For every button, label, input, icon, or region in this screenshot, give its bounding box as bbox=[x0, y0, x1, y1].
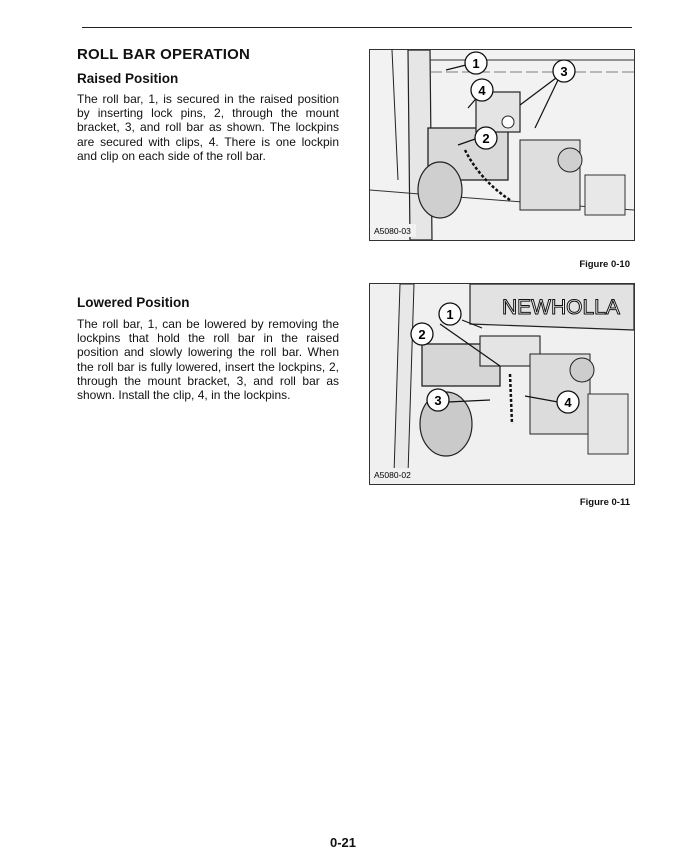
figure-caption: Figure 0-10 bbox=[579, 259, 630, 270]
figure-caption: Figure 0-11 bbox=[579, 497, 630, 508]
callout-4 bbox=[557, 391, 579, 413]
raised-position-text: The roll bar, 1, is secured in the raised position by inserting lock pins, 2, through the mount bracket, 3, and roll bar as shown. The lockpins are secured with clips, 4. There is one lockpin and clip on each side of the roll bar. bbox=[77, 92, 339, 163]
callout-1 bbox=[465, 52, 487, 74]
callout-4 bbox=[471, 79, 493, 101]
header-rule bbox=[82, 27, 632, 28]
lowered-position-text: The roll bar, 1, can be lowered by removing the lockpins that hold the roll bar in the raised position and slowly lowering the roll bar. When the roll bar is fully lowered, insert the lockpins, 2, through the mount bracket, 3, and roll bar as shown. Install the clip, 4, in the lockpins. bbox=[77, 317, 339, 403]
section-title: ROLL BAR OPERATION bbox=[77, 46, 251, 63]
callout-1 bbox=[439, 303, 461, 325]
page-number: 0-21 bbox=[329, 835, 357, 850]
figure-id: A5080-02 bbox=[374, 470, 411, 480]
figure-lowered-illustration bbox=[369, 283, 635, 485]
lowered-position-heading: Lowered Position bbox=[77, 295, 190, 310]
raised-position-heading: Raised Position bbox=[77, 71, 179, 86]
svg-text:3: 3 bbox=[434, 393, 442, 408]
svg-text:3: 3 bbox=[560, 64, 568, 79]
decal-text: NEWHOLLA bbox=[502, 296, 620, 319]
callout-2 bbox=[475, 127, 497, 149]
callout-3 bbox=[553, 60, 575, 82]
svg-text:2: 2 bbox=[418, 327, 426, 342]
svg-text:2: 2 bbox=[482, 131, 490, 146]
figure-raised-illustration bbox=[369, 49, 635, 241]
figure-id: A5080-03 bbox=[374, 226, 411, 236]
callout-2 bbox=[411, 323, 433, 345]
svg-text:1: 1 bbox=[446, 307, 454, 322]
svg-text:1: 1 bbox=[472, 56, 480, 71]
callout-3 bbox=[427, 389, 449, 411]
svg-text:4: 4 bbox=[564, 395, 572, 410]
svg-text:4: 4 bbox=[478, 83, 486, 98]
